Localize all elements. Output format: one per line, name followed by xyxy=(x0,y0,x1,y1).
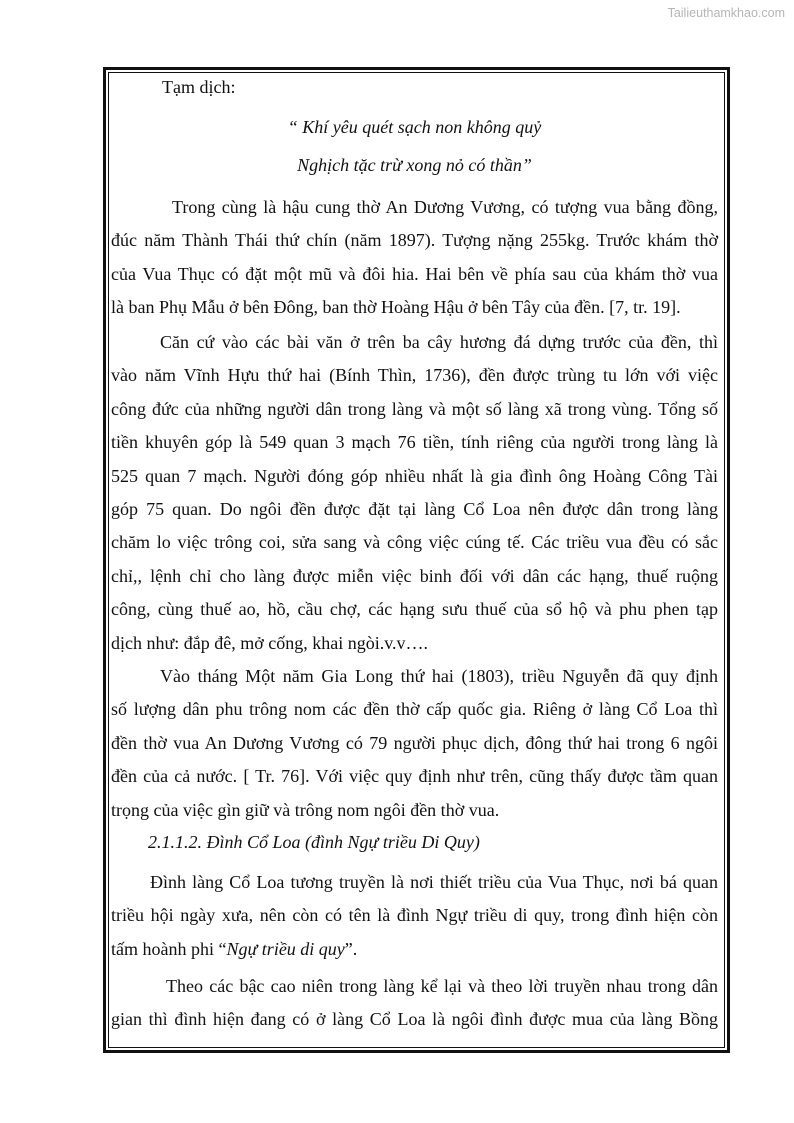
text-line: công đức của những người dân trong làng và một số làng xã trong vùng. Tổng số xyxy=(111,398,718,419)
verse xyxy=(111,149,718,182)
text-line: triều hội ngày xưa, nên còn có tên là đình Ngự triều di quy, trong đình hiện còn xyxy=(111,905,718,926)
text-line: tiền khuyên góp là 549 quan 3 mạch 76 tiền, tính riêng của người trong làng là xyxy=(111,432,718,453)
text-line: chỉ,, lệnh chỉ cho làng được miễn việc binh đối với dân các hạng, thuế ruộng xyxy=(111,565,718,586)
text-line: gian thì đình hiện đang có ở làng Cổ Loa là ngôi đình được mua của làng Bồng xyxy=(111,1009,718,1030)
verse-line: “ Khí yêu quét sạch non không quỷ xyxy=(287,117,542,137)
paragraph xyxy=(111,191,718,325)
text-line: đền thờ vua An Dương Vương có 79 người phục dịch, đông thứ hai trong 6 ngôi xyxy=(111,732,718,753)
text-line: dịch như: đắp đê, mở cống, khai ngòi.v.v…. xyxy=(111,632,429,653)
text-line: số lượng dân phu trông nom các đền thờ cấp quốc gia. Riêng ở làng Cổ Loa thì xyxy=(111,699,718,720)
verse-line: Nghịch tặc trừ xong nỏ có thần” xyxy=(297,155,532,175)
text-line: trọng của việc gìn giữ và trông nom ngôi đền thờ vua. xyxy=(111,799,500,820)
text-line: vào năm Vĩnh Hựu thứ hai (Bính Thìn, 1736), đền được trùng tu lớn với việc xyxy=(111,365,718,386)
text-line: Căn cứ vào các bài văn ở trên ba cây hương đá dựng trước của đền, thì xyxy=(160,332,718,352)
text-line: đền của cả nước. [ Tr. 76]. Với việc quy định như trên, cũng thấy được tầm quan xyxy=(111,766,718,787)
text-segment: tấm hoành phi “ xyxy=(111,938,227,959)
verse xyxy=(111,111,718,144)
paragraph xyxy=(111,970,718,1037)
section-heading: 2.1.1.2. Đình Cổ Loa (đình Ngự triều Di Quy) xyxy=(148,832,480,852)
text-line: đúc năm Thành Thái thứ chín (năm 1897). Tượng nặng 255kg. Trước khám thờ xyxy=(111,230,718,251)
text-line: Vào tháng Một năm Gia Long thứ hai (1803), triều Nguyễn đã quy định xyxy=(160,666,718,686)
text-line: Đình làng Cổ Loa tương truyền là nơi thiết triều của Vua Thục, nơi bá quan xyxy=(150,872,718,892)
text-line: 525 quan 7 mạch. Người đóng góp nhiều nhất là gia đình ông Hoàng Công Tài xyxy=(111,465,718,486)
paragraph xyxy=(111,326,718,660)
text-line: góp 75 quan. Do ngôi đền được đặt tại làng Cổ Loa nên được dân trong làng xyxy=(111,498,718,519)
italic-title: Ngự triều di quy xyxy=(226,938,345,959)
text-line: Trong cùng là hậu cung thờ An Dương Vương, có tượng vua bằng đồng, xyxy=(172,197,718,217)
text-line: là ban Phụ Mẫu ở bên Đông, ban thờ Hoàng Hậu ở bên Tây của đền. [7, tr. 19]. xyxy=(111,297,681,318)
watermark: Tailieuthamkhao.com xyxy=(667,6,785,20)
tam-dich-label: Tạm dịch: xyxy=(162,77,236,97)
paragraph xyxy=(111,660,718,827)
text-line xyxy=(111,933,718,966)
text-line: Theo các bậc cao niên trong làng kể lại và theo lời truyền nhau trong dân xyxy=(166,976,718,996)
text-line: công, cùng thuế ao, hồ, cầu chợ, các hạng sưu thuế của sổ hộ và phu phen tạp xyxy=(111,599,718,620)
text-line: của Vua Thục có đặt một mũ và đôi hia. Hai bên về phía sau của khám thờ vua xyxy=(111,263,718,284)
paragraph xyxy=(111,866,718,966)
text-segment: ”. xyxy=(344,938,358,959)
text-line: chăm lo việc trông coi, sửa sang và công việc cúng tế. Các triều vua đều có sắc xyxy=(111,532,718,553)
